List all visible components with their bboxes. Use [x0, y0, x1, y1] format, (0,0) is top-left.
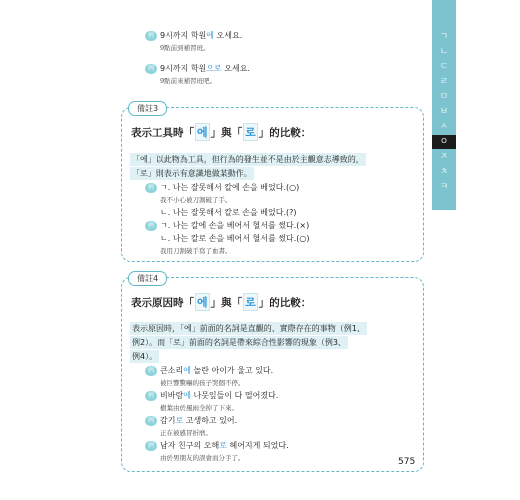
- chinese-translation: 樹葉由於風雨全掉了下來。: [160, 404, 238, 412]
- side-tab-letter: ㅊ: [439, 167, 449, 177]
- chinese-translation: 9點前到補習班。: [160, 44, 210, 52]
- note3-explanation-line: 「에」以此物為工具，但行為的發生並不是由於主觀意志導致的，: [132, 155, 364, 164]
- note4-explanation-line: 例4）。: [132, 352, 158, 361]
- example-badge: 例: [145, 64, 157, 74]
- note3-heading: 表示工具時「 에 」與「 로 」的比較：: [131, 123, 311, 141]
- example-badge: 例: [145, 31, 157, 41]
- chinese-translation: 由於男朋友的誤會而分手了。: [160, 454, 245, 462]
- side-tab-letter: ㄹ: [439, 77, 449, 87]
- note3-explanation-line: 「로」則表示有意識地做某動作。: [132, 169, 252, 178]
- korean-sentence: 감기로 고생하고 있어.: [160, 416, 238, 425]
- example-badge: 例: [145, 221, 157, 231]
- side-tab-letter: ㅇ: [432, 135, 456, 149]
- example-badge: 例: [145, 183, 157, 193]
- note4-tag: 備註4: [128, 271, 167, 286]
- korean-sentence: 큰소리에 놀란 아이가 울고 있다.: [160, 366, 274, 375]
- chinese-translation: 我不小心被刀割破了手。: [160, 196, 232, 204]
- korean-sentence: 9시까지 학원으로 오세요.: [160, 64, 251, 73]
- korean-sentence: ㄱ. 나는 칼에 손을 베어서 혈서를 썼다.(×): [160, 221, 310, 230]
- chinese-translation: 正在被感冒折磨。: [160, 429, 212, 437]
- example-badge: 例: [145, 416, 157, 426]
- side-tab-letter: ㄱ: [439, 32, 449, 42]
- side-tab-letter: ㅋ: [439, 182, 449, 192]
- note4-explanation-line: 表示原因時，「에」前面的名詞是直觀的、實際存在的事物（例1、: [132, 324, 365, 333]
- korean-sentence: ㄱ. 나는 잘못해서 칼에 손을 베었다.(○): [160, 183, 300, 192]
- page-number: 575: [398, 457, 416, 467]
- korean-sentence: 비바람에 나뭇잎들이 다 떨어졌다.: [160, 391, 279, 400]
- side-tab-letter: ㅅ: [439, 122, 449, 132]
- side-tab-letter: ㅈ: [439, 152, 449, 162]
- note4-explanation-line: 例2）。而「로」前面的名詞是帶來綜合性影響的現象（例3、: [132, 338, 346, 347]
- korean-sentence: ㄴ. 나는 잘못해서 칼로 손을 베었다.(?): [160, 208, 297, 217]
- example-badge: 例: [145, 366, 157, 376]
- side-tab-letter: ㅂ: [439, 107, 449, 117]
- side-tab-letter: ㅁ: [439, 92, 449, 102]
- korean-sentence: 남자 친구의 오해로 헤어지게 되었다.: [160, 441, 289, 450]
- chinese-translation: 我用刀割破手寫了血書。: [160, 247, 232, 255]
- example-badge: 例: [145, 391, 157, 401]
- note4-heading: 表示原因時「 에 」與「 로 」的比較：: [131, 293, 311, 311]
- note3-tag: 備註3: [128, 101, 167, 116]
- side-tab-letter: ㄴ: [439, 47, 449, 57]
- chinese-translation: 被巨響驚嚇的孩子哭個不停。: [160, 379, 245, 387]
- chinese-translation: 9點前來補習班吧。: [160, 77, 217, 85]
- korean-sentence: 9시까지 학원에 오세요.: [160, 31, 243, 40]
- side-tab-letter: ㄷ: [439, 62, 449, 72]
- example-badge: 例: [145, 441, 157, 451]
- korean-sentence: ㄴ. 나는 칼로 손을 베어서 혈서를 썼다.(○): [160, 234, 310, 243]
